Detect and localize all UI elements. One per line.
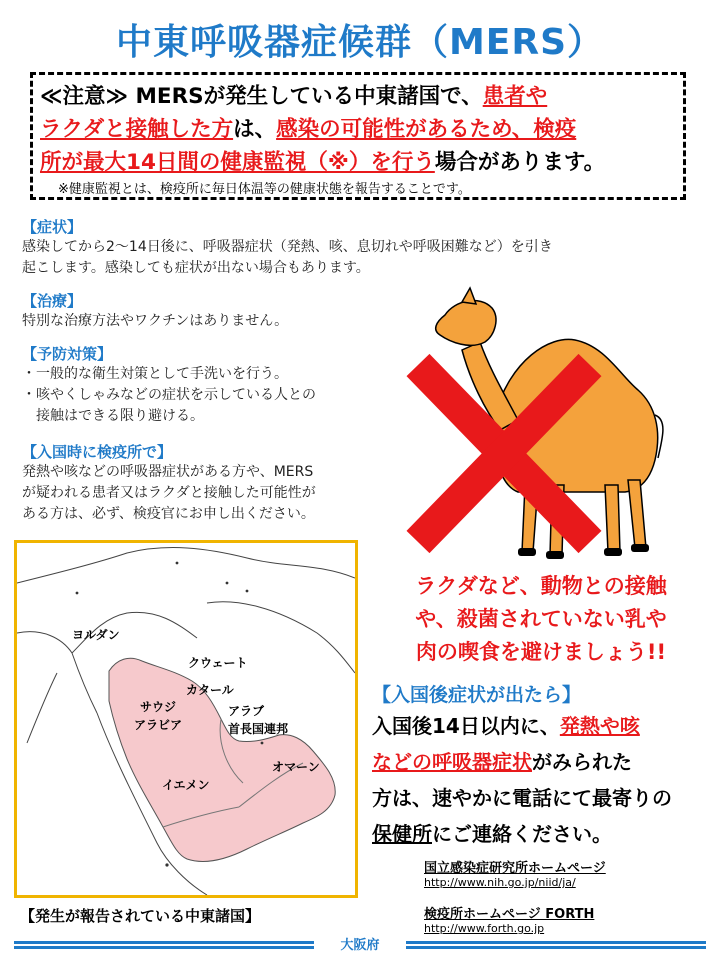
section-heading: 【症状】 [22, 218, 83, 236]
after-text: にご連絡ください。 [432, 822, 612, 846]
map-label-saudi: サウジ [140, 700, 177, 714]
after-highlight: 発熱や咳 [559, 714, 640, 738]
after-highlight: などの呼吸器症状 [372, 750, 532, 774]
warning-line: や、殺菌されていない乳や [415, 607, 667, 631]
section-heading: 【入国時に検疫所で】 [22, 443, 173, 461]
section-text: 接触はできる限り避ける。 [22, 408, 204, 424]
map-label-uae: アラブ [228, 704, 265, 718]
camel-illustration [400, 280, 700, 570]
after-text: 方は、速やかに電話にて最寄りの [372, 786, 672, 810]
notice-highlight: ラクダと接触した方 [40, 117, 234, 142]
map-label-uae: 首長国連邦 [228, 722, 289, 736]
map-label-qatar: カタール [186, 683, 234, 697]
forth-homepage-label: 検疫所ホームページ FORTH [424, 907, 595, 922]
middle-east-map [14, 540, 358, 898]
map-label-oman: オマーン [272, 760, 320, 774]
notice-highlight: 患者や [482, 84, 548, 109]
treatment-section [22, 290, 402, 332]
page-title: 中東呼吸器症候群（MERS） [115, 22, 605, 63]
map-label-jordan: ヨルダン [72, 628, 120, 642]
notice-footnote: ※健康監視とは、検疫所に毎日体温等の健康状態を報告することです。 [58, 182, 471, 197]
nih-homepage-label: 国立感染症研究所ホームページ [424, 861, 606, 876]
nih-link-block [424, 857, 606, 889]
after-text: 入国後14日以内に、 [372, 714, 560, 738]
map-label-yemen: イエメン [162, 778, 210, 792]
notice-line2: は、 [233, 117, 277, 142]
map-label-kuwait: クウェート [188, 656, 248, 670]
entry-section [22, 441, 412, 525]
notice-line1: ≪注意≫ MERSが発生している中東諸国で、 [40, 84, 483, 109]
symptoms-section [22, 216, 682, 279]
forth-homepage-link[interactable]: http://www.forth.go.jp [424, 922, 545, 935]
forth-link-block [424, 903, 594, 935]
warning-line: 肉の喫食を避けましょう!! [415, 640, 667, 664]
after-entry-heading: 【入国後症状が出たら】 [372, 684, 582, 706]
warning-line: ラクダなど、動物との接触 [415, 574, 667, 598]
section-heading: 【治療】 [22, 292, 83, 310]
footer-osaka: 大阪府 [340, 938, 380, 953]
section-text: 起こします。感染しても症状が出ない場合もあります。 [22, 260, 370, 276]
after-text: がみられた [532, 750, 632, 774]
section-text: ・一般的な衛生対策として手洗いを行う。 [22, 366, 288, 382]
map-caption: 【発生が報告されている中東諸国】 [20, 907, 261, 925]
section-text: ある方は、必ず、検疫官にお申し出ください。 [22, 506, 315, 522]
map-graphic [17, 543, 355, 895]
notice-highlight: 所が最大14日間の健康監視（※）を行う [40, 150, 435, 175]
health-center-label: 保健所 [372, 822, 432, 846]
map-label-saudi: アラビア [134, 718, 183, 732]
animal-contact-warning [376, 570, 706, 669]
prevention-section [22, 343, 402, 427]
section-text: ・咳やくしゃみなどの症状を示している人との [22, 387, 316, 403]
section-heading: 【予防対策】 [22, 345, 113, 363]
section-text: が疑われる患者又はラクダと接触した可能性が [22, 485, 316, 501]
nih-homepage-link[interactable]: http://www.nih.go.jp/niid/ja/ [424, 876, 576, 889]
section-text: 特別な治療方法やワクチンはありません。 [22, 313, 289, 329]
section-text: 感染してから2～14日後に、呼吸器症状（発熱、咳、息切れや呼吸困難など）を引き [22, 239, 553, 255]
notice-text [40, 80, 690, 179]
notice-highlight: 感染の可能性があるため、検疫 [276, 117, 577, 142]
after-entry-text [372, 708, 712, 852]
notice-line3: 場合があります。 [434, 150, 606, 175]
section-text: 発熱や咳などの呼吸器症状がある方や、MERS [22, 464, 314, 480]
